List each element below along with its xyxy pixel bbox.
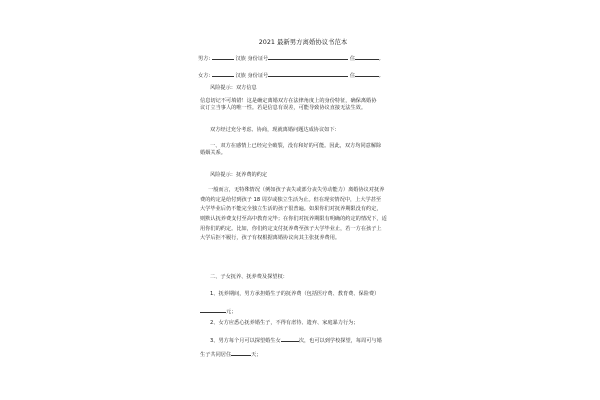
para3-line: 一、双方在感情上已经完全破裂，没有和好的可能。因此，双方均同意解除 <box>210 143 382 149</box>
support-amount-blank <box>200 307 226 313</box>
para4-line: 大学毕业后仍不能完全独立生活的孩子很普遍。如果你们对抚养期限没有约定， <box>200 206 382 213</box>
risk-tip-1: 风险提示：双方信息 <box>210 85 257 91</box>
paragraph-info-warning <box>200 98 414 112</box>
para4-line: 用你们的约定。比如，你们约定支付抚养费至孩子大学毕业止，若一方在孩子上 <box>200 225 382 232</box>
item-3-text-a: 3、男方每个月可以探望婚生女 <box>210 338 281 344</box>
para3-line: 婚姻关系。 <box>200 150 226 157</box>
item-1-line-a: 1、抚养期间，男方承担婚生子的抚养费（包括医疗费、教育费、保险费） <box>210 291 380 297</box>
male-name-blank <box>212 54 234 60</box>
document-page <box>196 0 410 400</box>
para4-line: 费的约定是给付到孩子 18 周岁或独立生活为止。但在现实情况中，上大学甚至 <box>200 196 382 203</box>
male-id-label: 身份证号 <box>247 56 269 62</box>
female-label: 女方: <box>198 73 211 79</box>
item-1-suffix: 元； <box>226 309 237 315</box>
section-two-heading: 二、子女抚养、抚养费及探望权： <box>210 274 288 280</box>
item-3-text-b: 次，也可以到学校探望，每周可与婚 <box>298 338 382 344</box>
item-3-line-a <box>210 336 382 345</box>
cohabit-days-blank <box>231 350 251 356</box>
paragraph-agreement-intro: 双方经过充分考虑、协商，现就离婚问题达成协议如下： <box>210 127 340 133</box>
item-1-line-b <box>200 307 236 316</box>
item-3-text-d: 天； <box>251 352 262 358</box>
item-2: 2、女方应悉心抚养婚生子，不得有虐待、遗弃、家庭暴力行为； <box>210 320 359 326</box>
female-info-line <box>198 71 381 80</box>
para4-line: 则默认抚养费支付至高中教育完毕；在你们对抚养期限有明确的约定的情况下，适 <box>200 215 387 222</box>
para4-line: 大学后拒不履行，孩子有权根据离婚协议向其主张抚养费用。 <box>200 235 341 242</box>
visit-count-blank <box>281 336 299 342</box>
male-ethnicity: 汉族 <box>235 56 246 62</box>
item-3-line-b <box>200 350 262 359</box>
paragraph-dissolve-marriage <box>200 143 414 157</box>
female-line-end: , <box>379 73 381 79</box>
para4-line: 一般而言，无特殊情况（例如孩子丧失或部分丧失劳动能力）离婚协议对抚养 <box>208 187 385 193</box>
male-line-end: , <box>379 56 381 62</box>
female-id-label: 身份证号 <box>247 73 269 79</box>
male-info-line <box>198 54 381 63</box>
female-address-label: 住 <box>349 73 356 79</box>
male-id-blank <box>268 54 348 60</box>
male-address-label: 住 <box>349 56 356 62</box>
para1-line: 议订立当事人的唯一性。若是信息有误差，可能导致协议直接无法生效。 <box>200 105 367 112</box>
item-3-text-c: 生子共同居住 <box>200 352 232 358</box>
paragraph-support-explanation <box>200 186 414 244</box>
document-title: 2021 最新男方离婚协议书范本 <box>258 38 348 46</box>
male-label: 男方: <box>198 56 211 62</box>
para1-line: 信息切记不可填错！这是确定离婚双方在法律角度上的身份特征，确保离婚协 <box>200 98 377 104</box>
male-address-blank <box>355 54 379 60</box>
female-id-blank <box>268 71 348 77</box>
risk-tip-2: 风险提示：抚养费的约定 <box>210 172 268 178</box>
female-ethnicity: 汉族 <box>235 73 246 79</box>
female-address-blank <box>355 71 379 77</box>
female-name-blank <box>212 71 234 77</box>
